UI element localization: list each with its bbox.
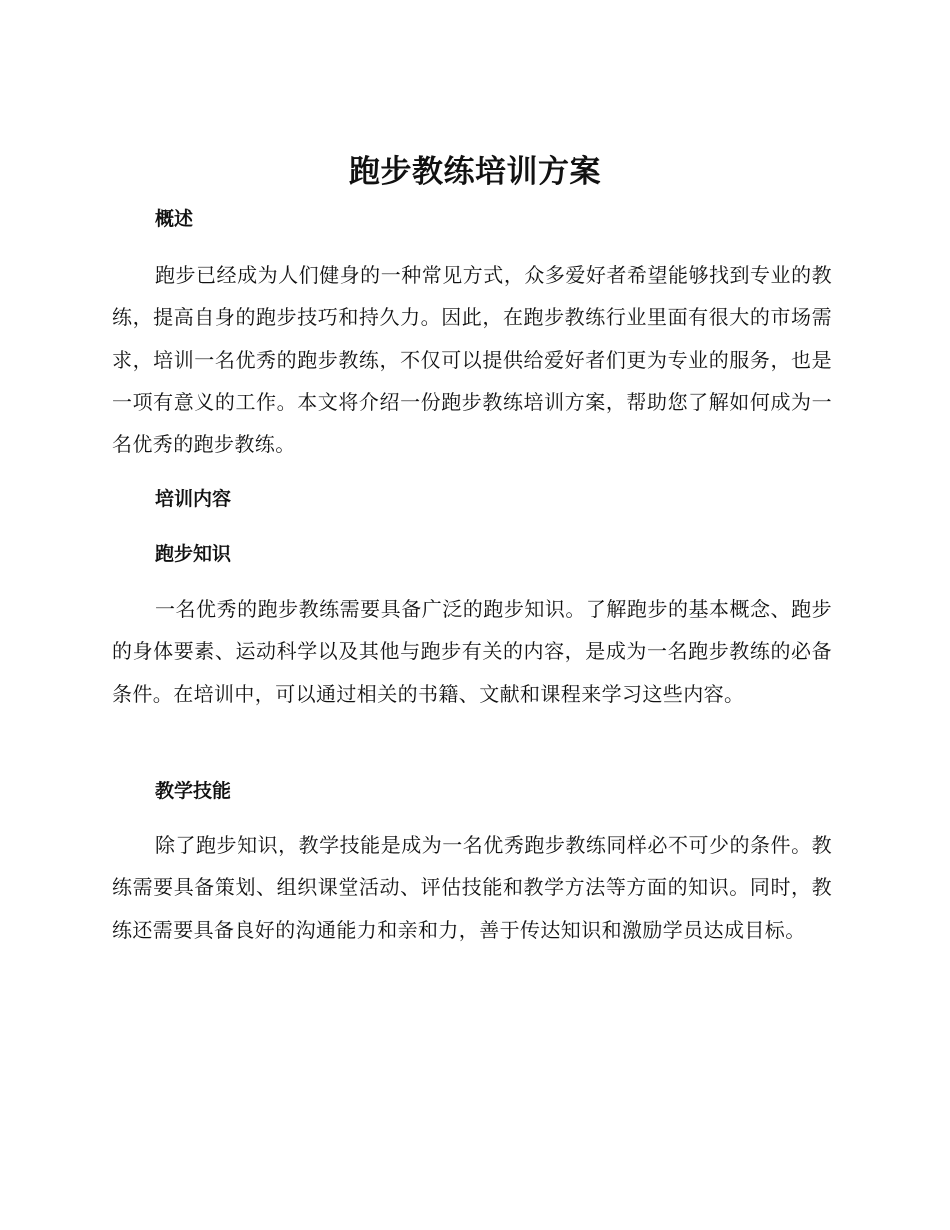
section-heading-overview: 概述 bbox=[155, 208, 194, 230]
section-heading-teaching-skills: 教学技能 bbox=[155, 780, 232, 802]
section-heading-training-content: 培训内容 bbox=[155, 488, 232, 510]
section-paragraph-running-knowledge: 一名优秀的跑步教练需要具备广泛的跑步知识。了解跑步的基本概念、跑步的身体要素、运动科学以及其他与跑步有关的内容，是成为一名跑步教练的必备条件。在培训中，可以通过相关的书籍、文献和课程来学习这些内容。 bbox=[112, 597, 832, 706]
section-heading-running-knowledge: 跑步知识 bbox=[155, 543, 232, 565]
section-paragraph-overview: 跑步已经成为人们健身的一种常见方式，众多爱好者希望能够找到专业的教练，提高自身的跑步技巧和持久力。因此，在跑步教练行业里面有很大的市场需求，培训一名优秀的跑步教练，不仅可以提供给爱好者们更为专业的服务，也是一项有意义的工作。本文将介绍一份跑步教练培训方案，帮助您了解如何成为一名优秀的跑步教练。 bbox=[112, 263, 832, 457]
section-paragraph-teaching-skills: 除了跑步知识，教学技能是成为一名优秀跑步教练同样必不可少的条件。教练需要具备策划、组织课堂活动、评估技能和教学方法等方面的知识。同时，教练还需要具备良好的沟通能力和亲和力，善于传达知识和激励学员达成目标。 bbox=[112, 833, 832, 942]
document-title: 跑步教练培训方案 bbox=[349, 154, 601, 190]
